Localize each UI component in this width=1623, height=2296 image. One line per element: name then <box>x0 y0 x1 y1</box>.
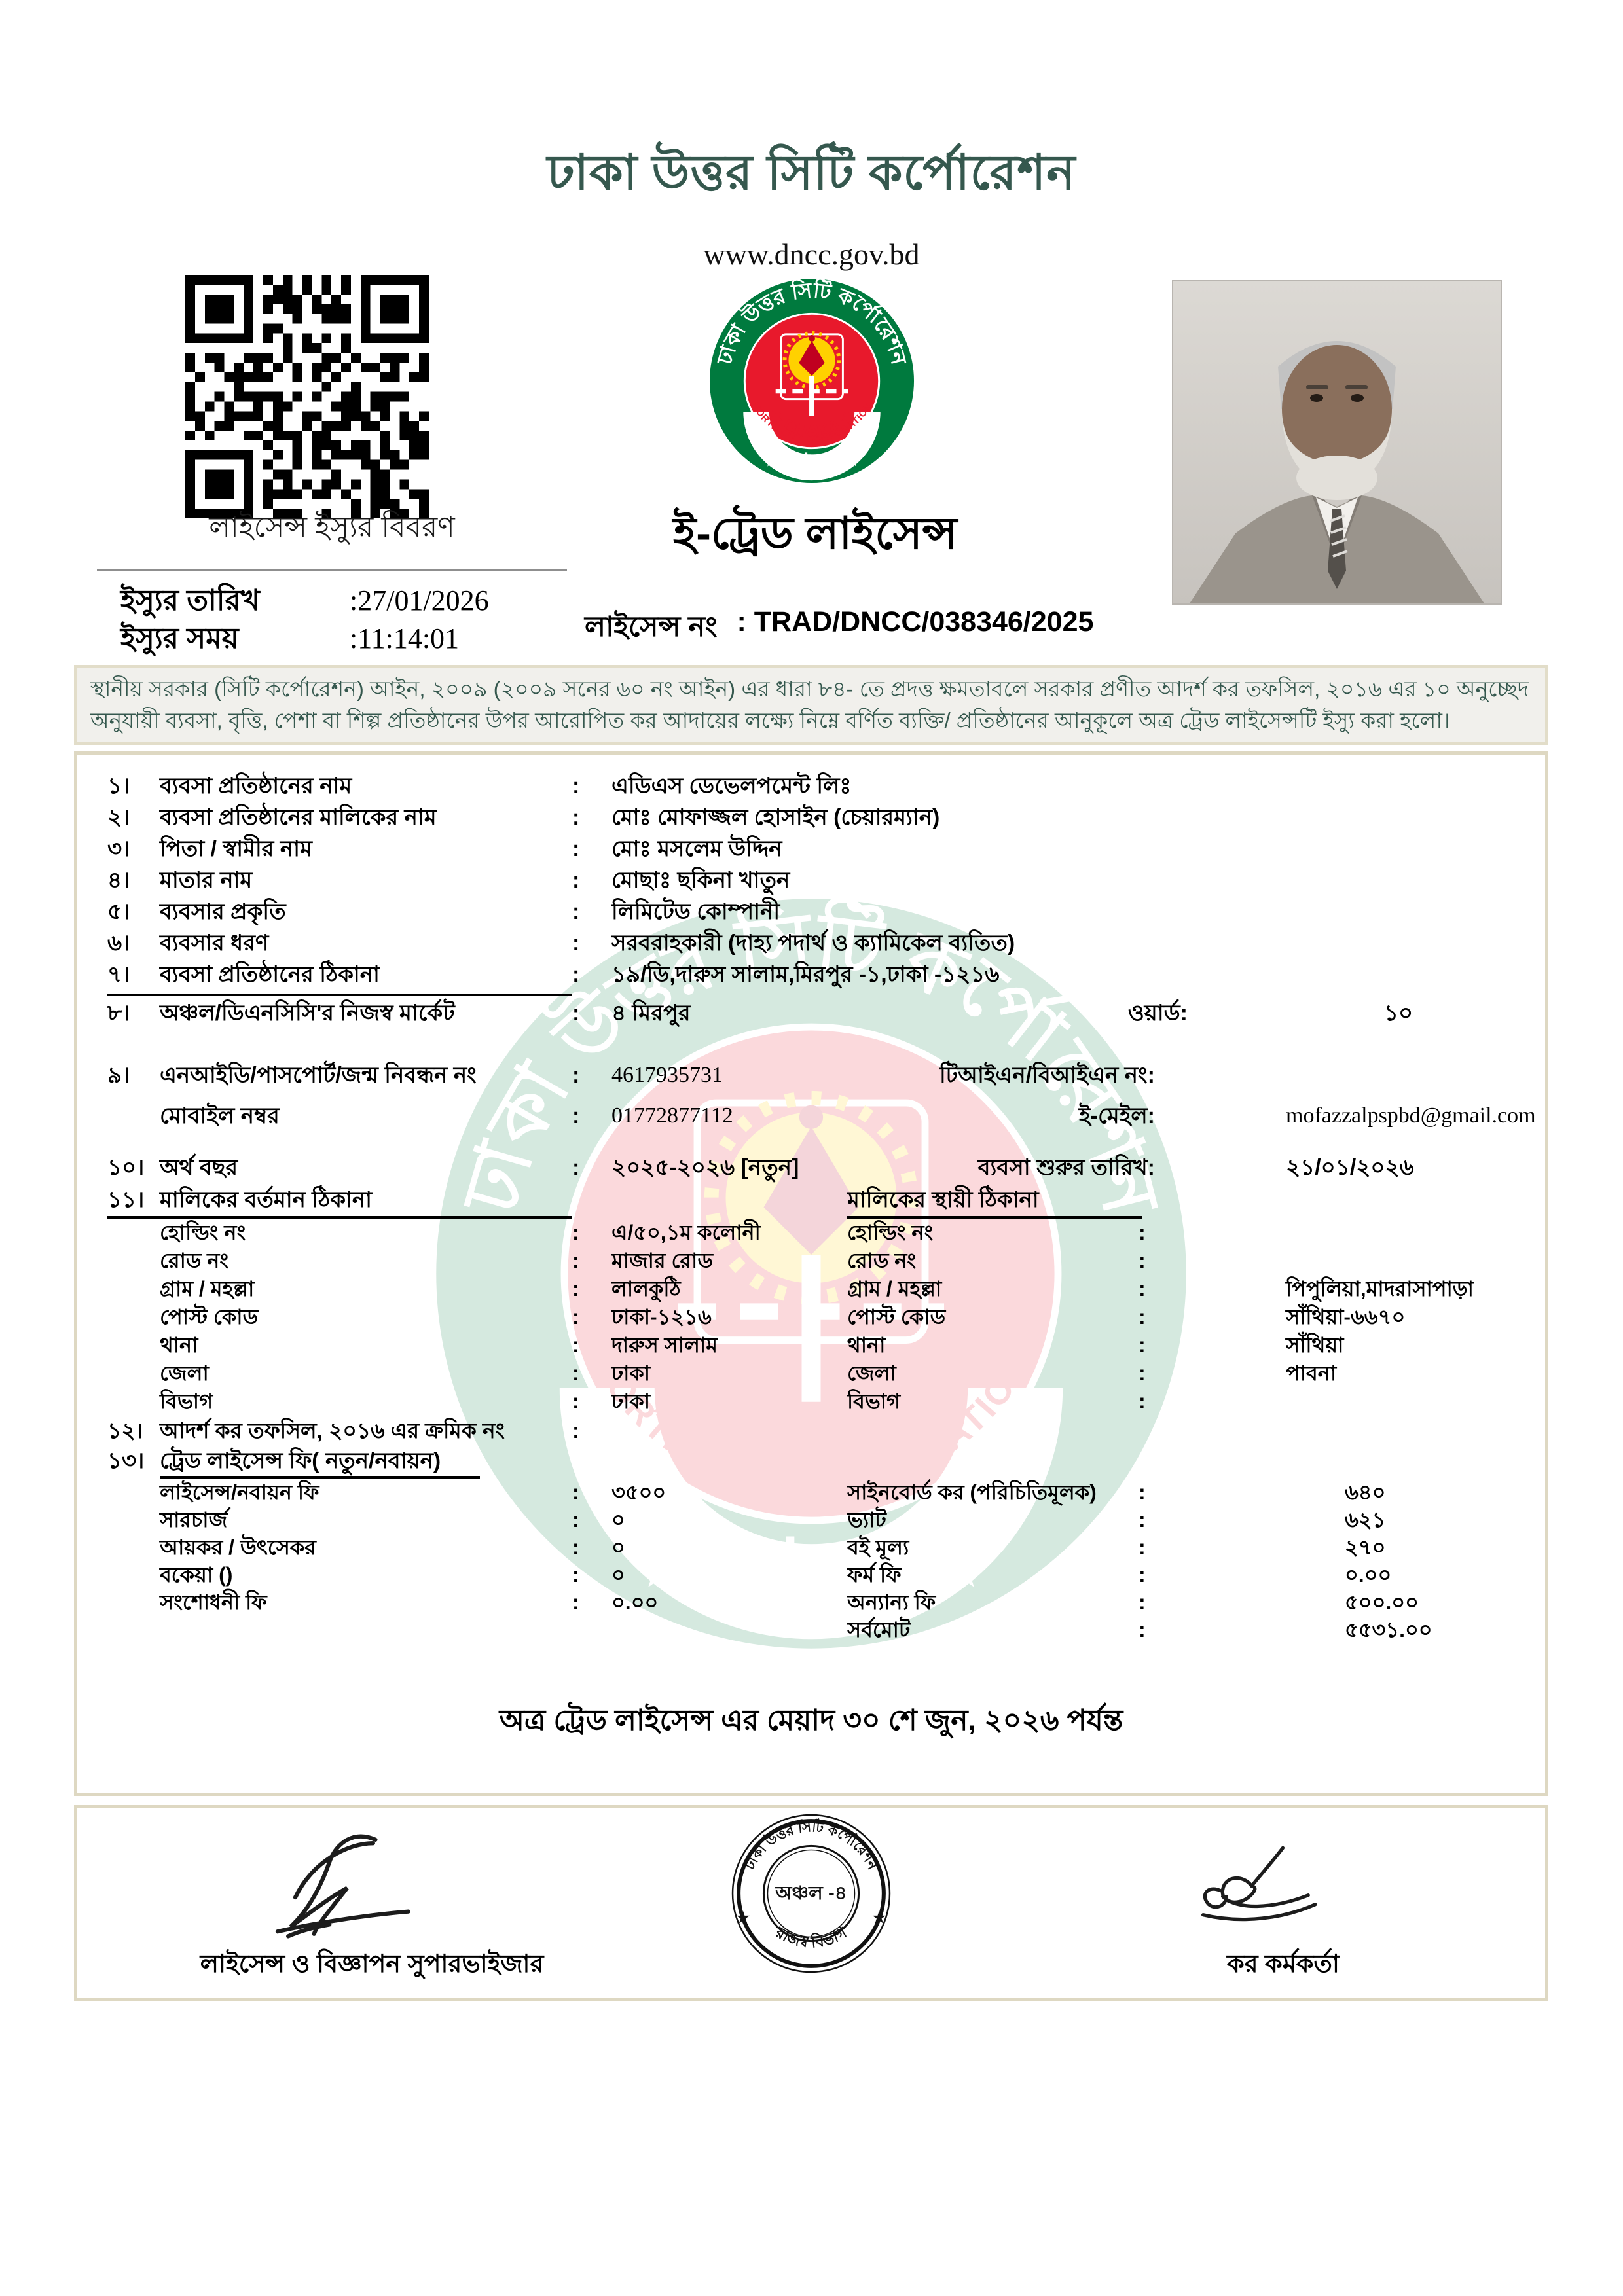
address-value <box>1178 1388 1545 1416</box>
field-label: পিতা / স্বামীর নাম <box>160 836 312 861</box>
address-label: গ্রাম / মহল্লা <box>847 1277 942 1300</box>
field-number: ৯। <box>107 1063 130 1088</box>
tax-officer-signature <box>1113 1840 1349 1938</box>
nid-label: এনআইডি/পাসপোর্ট/জন্ম নিবন্ধন নং <box>160 1063 477 1088</box>
field-row-5 <box>107 896 1545 927</box>
address-label: বিভাগ <box>847 1390 901 1413</box>
address-value: পাবনা <box>1286 1361 1337 1385</box>
nid-row <box>107 1055 1545 1096</box>
tin-label: টিআইএন/বিআইএন নং: <box>939 1063 1155 1088</box>
fee-label: আয়কর / উৎসেকর <box>160 1535 316 1559</box>
svg-text:রাজস্ব বিভাগ <box>773 1924 850 1951</box>
address-label: বিভাগ <box>160 1390 213 1413</box>
address-row-district <box>107 1359 1545 1388</box>
field-row-2 <box>107 802 1545 833</box>
license-details-box <box>74 751 1548 1796</box>
field-number: ১৩। <box>107 1448 145 1473</box>
address-row-village <box>107 1275 1545 1303</box>
field-row-7 <box>107 959 1545 990</box>
seal-bottom-text: রাজস্ব বিভাগ <box>773 1924 850 1951</box>
colon: : <box>572 836 580 861</box>
field-row-4 <box>107 865 1545 896</box>
colon: : <box>572 805 580 830</box>
seal-top-text: ঢাকা উত্তর সিটি কর্পোরেশন <box>742 1820 881 1873</box>
address-row-road <box>107 1247 1545 1275</box>
field-row-1 <box>107 770 1545 802</box>
fee-label: বই মূল্য <box>847 1535 909 1559</box>
fee-label: অন্যান্য ফি <box>847 1590 936 1614</box>
colon: : <box>572 1563 579 1587</box>
address-value: ঢাকা <box>611 1390 651 1413</box>
colon: : <box>572 931 580 956</box>
signature-box <box>74 1805 1548 2001</box>
address-label: হোল্ডিং নং <box>847 1221 934 1244</box>
field-value: লিমিটেড কোম্পানী <box>611 899 780 924</box>
colon: : <box>572 1001 580 1026</box>
fee-value: ৬৪০ <box>1345 1480 1386 1504</box>
colon: : <box>572 1063 580 1088</box>
mobile-value: 01772877112 <box>611 1103 733 1128</box>
field-value: ১৯/ডি,দারুস সালাম,মিরপুর -১,ঢাকা -১২১৬ <box>611 962 1000 987</box>
field-number: ১। <box>107 774 130 798</box>
address-value: দারুস সালাম <box>611 1333 718 1357</box>
fee-label: সর্বমোট <box>847 1618 911 1641</box>
colon: : <box>572 1590 579 1614</box>
mobile-row <box>107 1096 1545 1136</box>
website-text: www.dncc.gov.bd <box>703 238 920 271</box>
field-value: সরবরাহকারী (দাহ্য পদার্থ ও ক্যামিকেল ব্যতিত) <box>611 931 1015 956</box>
address-value: ঢাকা <box>611 1361 651 1385</box>
fee-label: সারচার্জ <box>160 1508 228 1532</box>
issue-time-row <box>97 620 567 658</box>
tax-officer-title: কর কর্মকর্তা <box>1227 1950 1340 1978</box>
colon: : <box>572 899 580 924</box>
fee-row-surcharge <box>107 1506 1545 1534</box>
fee-value: ০ <box>611 1508 625 1532</box>
owner-photo <box>1172 280 1502 605</box>
field-value: ৪ মিরপুর <box>611 1001 691 1026</box>
field-number: ৩। <box>107 836 130 861</box>
field-label: মাতার নাম <box>160 868 253 893</box>
field-label: ব্যবসার ধরণ <box>160 931 269 956</box>
field-number: ১০। <box>107 1155 145 1180</box>
divider <box>107 994 572 996</box>
ward-value: ১০ <box>1384 1001 1413 1026</box>
fee-label <box>160 1616 572 1643</box>
address-row-holding <box>107 1219 1545 1247</box>
fee-value: ৫০০.০০ <box>1345 1590 1419 1614</box>
email-label: ই-মেইল: <box>1078 1103 1155 1128</box>
colon: : <box>572 1103 580 1128</box>
field-label: ব্যবসার প্রকৃতি <box>160 899 286 924</box>
document-title: ই-ট্রেড লাইসেন্স <box>672 509 958 558</box>
colon: : <box>572 774 580 798</box>
seal-star-left: ★ <box>735 1907 751 1928</box>
intro-paragraph: স্থানীয় সরকার (সিটি কর্পোরেশন) আইন, ২০০৯ (২০০৯ সনের ৬০ নং আইন) এর ধারা ৮৪- তে প্রদত্ত ক্ষমতাবলে সরকার প্রণীত আদর্শ কর তফসিল, ২০১৬ এর ১০ অনুচ্ছেদ অনুযায়ী ব্যবসা, বৃত্তি, পেশা বা শিল্প প্রতিষ্ঠানের উপর আরোপিত কর আদায়ের লক্ষ্যে নিম্নে বর্ণিত ব্যক্তি/ প্রতিষ্ঠানের আনুকূলে অত্র ট্রেড লাইসেন্সটি ইস্যু করা হলো। <box>74 665 1548 745</box>
colon: : <box>1139 1618 1146 1641</box>
colon: : <box>572 1361 579 1385</box>
license-number-value: : TRAD/DNCC/038346/2025 <box>737 606 1094 637</box>
validity-note: অত্র ট্রেড লাইসেন্স এর মেয়াদ ৩০ শে জুন, ২০২৬ পর্যন্ত <box>499 1704 1123 1736</box>
colon: : <box>572 1155 580 1180</box>
colon: : <box>1139 1480 1146 1504</box>
field-number: ৪। <box>107 868 130 893</box>
field-value: মোঃ মোফাজ্জল হোসাইন (চেয়ারম্যান) <box>611 805 940 830</box>
fee-section-header <box>107 1446 1545 1479</box>
issue-date-label: ইস্যুর তারিখ <box>120 584 260 617</box>
seal-star-right: ★ <box>871 1907 887 1928</box>
field-number: ৬। <box>107 931 130 956</box>
business-start-label: ব্যবসা শুরুর তারিখ: <box>977 1155 1155 1180</box>
present-address-title: মালিকের বর্তমান ঠিকানা <box>160 1187 373 1212</box>
address-label: জেলা <box>160 1361 209 1385</box>
colon: : <box>1139 1277 1146 1300</box>
fee-row-arrears <box>107 1561 1545 1588</box>
address-label: হোল্ডিং নং <box>160 1221 246 1244</box>
colon: : <box>1139 1563 1146 1587</box>
colon: : <box>1139 1221 1146 1244</box>
fee-value: ০ <box>611 1563 625 1587</box>
fee-value: ০.০০ <box>1345 1563 1392 1587</box>
colon: : <box>572 1305 579 1329</box>
divider <box>97 569 567 571</box>
permanent-address-title: মালিকের স্থায়ী ঠিকানা <box>847 1183 1142 1219</box>
issue-panel <box>97 505 567 658</box>
fee-row-total <box>107 1616 1545 1643</box>
colon: : <box>1139 1535 1146 1559</box>
field-value: মোঃ মসলেম উদ্দিন <box>611 836 782 861</box>
colon: : <box>572 1508 579 1532</box>
office-seal <box>729 1811 894 1976</box>
field-label: ব্যবসা প্রতিষ্ঠানের মালিকের নাম <box>160 805 437 830</box>
issue-time-value: :11:14:01 <box>350 622 460 655</box>
colon: : <box>572 1333 579 1357</box>
field-label: অঞ্চল/ডিএনসিসি'র নিজস্ব মার্কেট <box>160 1001 455 1026</box>
fiscal-year-label: অর্থ বছর <box>160 1155 238 1180</box>
tin-value <box>1155 1055 1545 1096</box>
fee-value: ০ <box>611 1535 625 1559</box>
issue-date-value: :27/01/2026 <box>350 584 489 617</box>
address-label: জেলা <box>847 1361 896 1385</box>
field-number: ৭। <box>107 962 130 987</box>
address-label: পোস্ট কোড <box>160 1305 259 1329</box>
supervisor-title: লাইসেন্স ও বিজ্ঞাপন সুপারভাইজার <box>200 1950 544 1978</box>
issue-time-label: ইস্যুর সময় <box>120 622 239 655</box>
fee-row-incometax <box>107 1534 1545 1561</box>
address-row-postcode <box>107 1303 1545 1331</box>
address-value <box>1178 1247 1545 1275</box>
field-row-3 <box>107 833 1545 865</box>
colon: : <box>1139 1249 1146 1272</box>
colon: : <box>572 962 580 987</box>
address-label: থানা <box>847 1333 886 1357</box>
field-number: ১১। <box>107 1187 145 1212</box>
fee-value: ৩৫০০ <box>611 1480 666 1504</box>
fee-label: বকেয়া () <box>160 1563 233 1587</box>
fee-section-title: ট্রেড লাইসেন্স ফি( নতুন/নবায়ন) <box>160 1446 480 1479</box>
nid-value: 4617935731 <box>611 1063 723 1087</box>
business-start-value: ২১/০১/২০২৬ <box>1286 1155 1414 1180</box>
colon: : <box>572 1480 579 1504</box>
address-section-header <box>107 1183 1545 1219</box>
issue-panel-title: লাইসেন্স ইস্যুর বিবরণ <box>209 511 455 543</box>
address-value: সাঁথিয়া-৬৬৭০ <box>1286 1305 1406 1329</box>
page-title: ঢাকা উত্তর সিটি কর্পোরেশন <box>547 145 1076 200</box>
fee-label: সংশোধনী ফি <box>160 1590 267 1614</box>
tax-schedule-row <box>107 1416 1545 1446</box>
fee-label: ফর্ম ফি <box>847 1563 902 1587</box>
issue-date-row <box>97 582 567 620</box>
field-label: ব্যবসা প্রতিষ্ঠানের ঠিকানা <box>160 962 380 987</box>
address-value: মাজার রোড <box>611 1249 713 1272</box>
address-row-thana <box>107 1331 1545 1359</box>
license-number-label: লাইসেন্স নং <box>585 611 718 643</box>
tax-schedule-label: আদর্শ কর তফসিল, ২০১৬ এর ক্রমিক নং <box>160 1418 505 1443</box>
seal-center-text: অঞ্চল -৪ <box>775 1883 847 1905</box>
fiscal-year-value: ২০২৫-২০২৬ [নতুন] <box>611 1155 799 1180</box>
tax-schedule-value <box>611 1416 1070 1446</box>
mobile-label: মোবাইল নম্বর <box>160 1103 280 1128</box>
qr-code <box>185 275 429 518</box>
address-value: এ/৫০,১ম কলোনী <box>611 1221 761 1244</box>
address-label: থানা <box>160 1333 198 1357</box>
fee-row-license <box>107 1479 1545 1506</box>
colon: : <box>1139 1590 1146 1614</box>
dncc-logo <box>708 278 915 484</box>
address-value: সাঁথিয়া <box>1286 1333 1344 1357</box>
ward-label: ওয়ার্ড: <box>1127 1001 1188 1026</box>
field-row-8 <box>107 997 1545 1029</box>
fee-label: ভ্যাট <box>847 1508 886 1532</box>
colon: : <box>572 1277 579 1300</box>
address-label: রোড নং <box>160 1249 229 1272</box>
license-number <box>585 606 1093 653</box>
address-label: রোড নং <box>847 1249 917 1272</box>
colon: : <box>572 1535 579 1559</box>
supervisor-signature <box>189 1827 496 1945</box>
fee-label: সাইনবোর্ড কর (পরিচিতিমূলক) <box>847 1480 1097 1504</box>
fee-value: ৫৫৩১.০০ <box>1345 1618 1432 1641</box>
field-value: মোছাঃ ছকিনা খাতুন <box>611 868 790 893</box>
colon: : <box>572 1249 579 1272</box>
colon: : <box>572 868 580 893</box>
fee-value <box>611 1616 847 1643</box>
address-row-division <box>107 1388 1545 1416</box>
field-number: ২। <box>107 805 130 830</box>
field-value: এডিএস ডেভেলপমেন্ট লিঃ <box>611 774 852 798</box>
colon: : <box>1139 1390 1146 1413</box>
license-details-content <box>77 755 1545 1746</box>
address-value: ঢাকা-১২১৬ <box>611 1305 712 1329</box>
address-value: পিপুলিয়া,মাদরাসাপাড়া <box>1286 1277 1474 1300</box>
colon: : <box>1139 1508 1146 1532</box>
field-row-6 <box>107 927 1545 959</box>
fee-value: ২৭০ <box>1345 1535 1386 1559</box>
colon: : <box>1139 1305 1146 1329</box>
fee-value: ০.০০ <box>611 1590 659 1614</box>
field-number: ১২। <box>107 1418 143 1443</box>
address-label: গ্রাম / মহল্লা <box>160 1277 255 1300</box>
fee-value: ৬২১ <box>1345 1508 1386 1532</box>
field-number: ৮। <box>107 1001 130 1026</box>
address-label: পোস্ট কোড <box>847 1305 946 1329</box>
field-number: ৫। <box>107 899 130 924</box>
colon: : <box>1139 1333 1146 1357</box>
colon: : <box>572 1221 579 1244</box>
fee-row-correction <box>107 1588 1545 1616</box>
fee-label: লাইসেন্স/নবায়ন ফি <box>160 1480 319 1504</box>
address-value <box>1178 1219 1545 1247</box>
colon: : <box>1139 1361 1146 1385</box>
field-label: ব্যবসা প্রতিষ্ঠানের নাম <box>160 774 352 798</box>
address-value: লালকুঠি <box>611 1277 681 1300</box>
colon: : <box>572 1390 579 1413</box>
fiscal-year-row <box>107 1152 1545 1183</box>
colon: : <box>572 1418 579 1443</box>
email-value: mofazzalpspbd@gmail.com <box>1286 1103 1536 1128</box>
